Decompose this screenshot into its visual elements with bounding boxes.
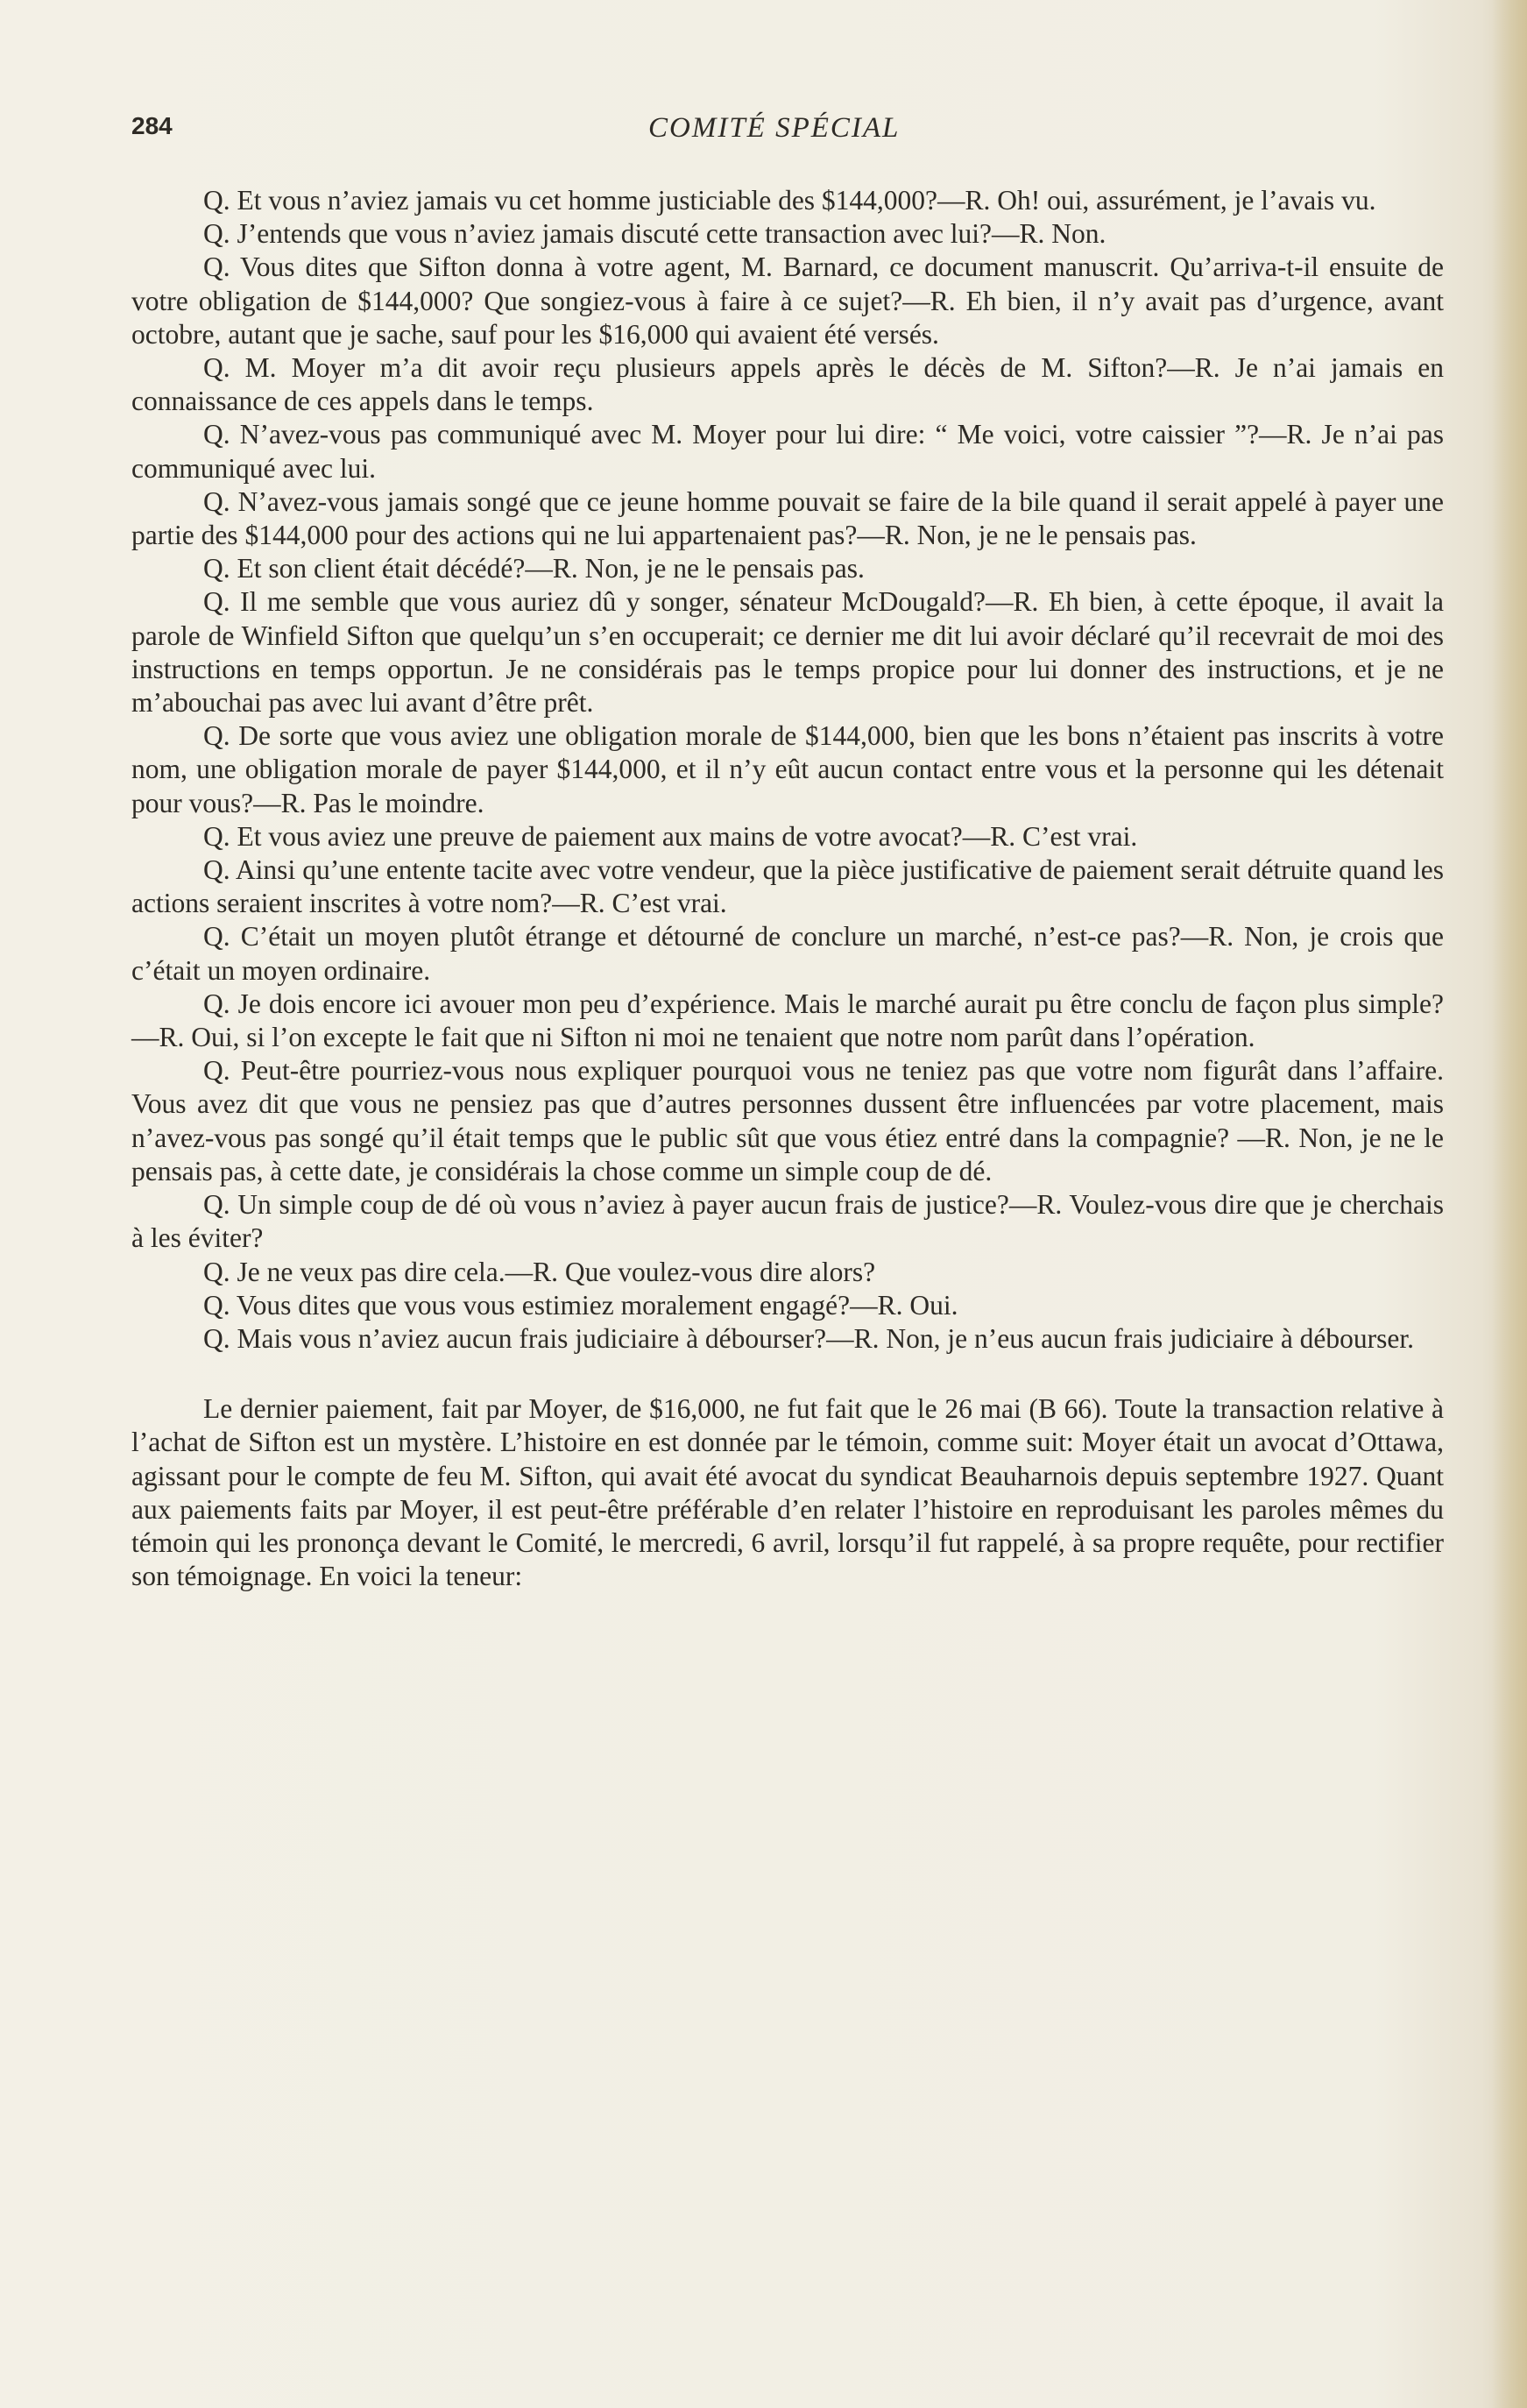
paragraph: Q. C’était un moyen plutôt étrange et détourné de conclure un marché, n’est-ce pas?—R. Non, je crois que c’était un moyen ordinaire. — [131, 921, 1444, 986]
closing-paragraph: Le dernier paiement, fait par Moyer, de $16,000, ne fut fait que le 26 mai (B 66). Toute la transaction relative à l’achat de Sifton est un mystère. L’histoire en est donnée par le témoin, comme suit: Moyer était un avocat d’Ottawa, agissant pour le compte de feu M. Sifton, qui avait été avocat du syndicat Beauharnois depuis septembre 1927. Quant aux paiements faits par Moyer, il est peut-être préférable d’en relater l’histoire en reproduisant les paroles mêmes du témoin qui les prononça devant le Comité, le mercredi, 6 avril, lorsqu’il fut rappelé, à sa propre requête, pour rectifier son témoignage. En voici la teneur: — [131, 1393, 1444, 1592]
paragraph-gap — [131, 1356, 1444, 1392]
running-title: COMITÉ SPÉCIAL — [648, 112, 901, 144]
paragraph: Q. Vous dites que Sifton donna à votre agent, M. Barnard, ce document manuscrit. Qu’arriva-t-il ensuite de votre obligation de $144,000? Que songiez-vous à faire à ce sujet?—R. Eh bien, il n’y avait pas d’urgence, avant octobre, autant que je sache, sauf pour les $16,000 qui avaient été versés. — [131, 251, 1444, 350]
paragraph: Q. Ainsi qu’une entente tacite avec votre vendeur, que la pièce justificative de paiement serait détruite quand les actions seraient inscrites à votre nom?—R. C’est vrai. — [131, 854, 1444, 919]
paragraph: Q. Je dois encore ici avouer mon peu d’expérience. Mais le marché aurait pu être conclu de façon plus simple?—R. Oui, si l’on excepte le fait que ni Sifton ni moi ne tenaient que notre nom parût dans l’opération. — [131, 988, 1444, 1053]
paragraph: Q. Et vous n’aviez jamais vu cet homme justiciable des $144,000?—R. Oh! oui, assurément, je l’avais vu. — [203, 185, 1376, 216]
page-number: 284 — [131, 112, 173, 139]
body-text — [131, 184, 1444, 1593]
paragraph: Q. Et vous aviez une preuve de paiement aux mains de votre avocat?—R. C’est vrai. — [203, 820, 1138, 852]
paragraph: Q. N’avez-vous jamais songé que ce jeune homme pouvait se faire de la bile quand il serait appelé à payer une partie des $144,000 pour des actions qui ne lui appartenaient pas?—R. Non, je ne le pensais pas. — [131, 485, 1444, 551]
paragraph: Q. Je ne veux pas dire cela.—R. Que voulez-vous dire alors? — [203, 1256, 876, 1287]
page-binding-shadow — [1492, 0, 1527, 2408]
paragraph: Q. J’entends que vous n’aviez jamais discuté cette transaction avec lui?—R. Non. — [203, 218, 1106, 250]
paragraph: Q. M. Moyer m’a dit avoir reçu plusieurs appels après le décès de M. Sifton?—R. Je n’ai jamais en connaissance de ces appels dans le temps. — [131, 352, 1444, 417]
paragraph: Q. Vous dites que vous vous estimiez moralement engagé?—R. Oui. — [203, 1289, 958, 1321]
paragraph: Q. Peut-être pourriez-vous nous expliquer pourquoi vous ne teniez pas que votre nom figurât dans l’affaire. Vous avez dit que vous ne pensiez pas que d’autres personnes dussent être influencées par votre placement, mais n’avez-vous pas songé qu’il était temps que le public sût que vous étiez entré dans la compagnie? —R. Non, je ne le pensais pas, à cette date, je considérais la chose comme un simple coup de dé. — [131, 1055, 1444, 1186]
paragraph: Q. Un simple coup de dé où vous n’aviez à payer aucun frais de justice?—R. Voulez-vous dire que je cherchais à les éviter? — [131, 1189, 1444, 1254]
paragraph: Q. Et son client était décédé?—R. Non, je ne le pensais pas. — [203, 553, 865, 584]
paragraph: Q. Mais vous n’aviez aucun frais judiciaire à débourser?—R. Non, je n’eus aucun frais judiciaire à débourser. — [203, 1322, 1415, 1354]
page-header — [131, 112, 1446, 156]
paragraph: Q. De sorte que vous aviez une obligation morale de $144,000, bien que les bons n’étaient pas inscrits à votre nom, une obligation morale de payer $144,000, et il n’y eût aucun contact entre vous et la personne qui les détenait pour vous?—R. Pas le moindre. — [131, 720, 1444, 818]
paragraph: Q. N’avez-vous pas communiqué avec M. Moyer pour lui dire: “ Me voici, votre caissier ”?—R. Je n’ai pas communiqué avec lui. — [131, 419, 1444, 484]
paragraph: Q. Il me semble que vous auriez dû y songer, sénateur McDougald?—R. Eh bien, à cette époque, il avait la parole de Winfield Sifton que quelqu’un s’en occuperait; ce dernier me dit lui avoir déclaré qu’il recevrait de moi des instructions en temps opportun. Je ne considérais pas le temps propice pour lui donner des instructions, et je ne m’abouchai pas avec lui avant d’être prêt. — [131, 586, 1444, 719]
